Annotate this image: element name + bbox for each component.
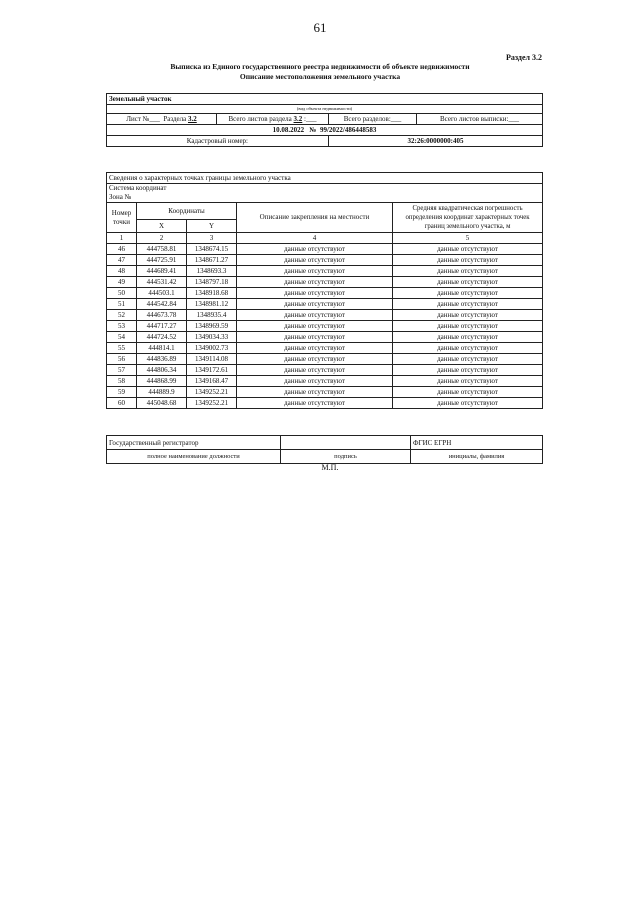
stamp-placeholder: М.П. [321, 463, 339, 472]
total-sheets-extract-label: Всего листов выписки: [440, 115, 509, 123]
coord-x-cell: 444689.41 [137, 266, 187, 277]
description-cell: данные отсутствуют [237, 277, 393, 288]
coord-x-cell: 444717.27 [137, 321, 187, 332]
coord-x-cell: 444724.52 [137, 332, 187, 343]
error-cell: данные отсутствуют [393, 387, 543, 398]
description-cell: данные отсутствуют [237, 398, 393, 409]
column-index-row [107, 233, 543, 244]
error-cell: данные отсутствуют [393, 244, 543, 255]
point-number-cell: 52 [107, 310, 137, 321]
point-number-cell: 59 [107, 387, 137, 398]
table-row [107, 255, 543, 266]
header-table [106, 93, 543, 147]
point-number-cell: 49 [107, 277, 137, 288]
coord-x-cell: 444542.84 [137, 299, 187, 310]
error-cell: данные отсутствуют [393, 343, 543, 354]
coord-y-cell: 1349252.21 [187, 398, 237, 409]
point-number-cell: 55 [107, 343, 137, 354]
col-index: 5 [393, 233, 543, 244]
point-number-cell: 60 [107, 398, 137, 409]
coord-y-cell: 1348671.27 [187, 255, 237, 266]
points-caption: Сведения о характерных точках границы земельного участка [107, 173, 543, 184]
coord-x-cell: 444889.9 [137, 387, 187, 398]
error-cell: данные отсутствуют [393, 398, 543, 409]
cadastral-number: 32:26:0000000:405 [329, 136, 543, 147]
error-cell: данные отсутствуют [393, 266, 543, 277]
total-sheets-section-value: 3.2 [293, 115, 303, 123]
page-number: 61 [313, 20, 327, 35]
point-number-cell: 46 [107, 244, 137, 255]
sheet-number-cell: Лист №___ Раздела 3.2 [107, 114, 217, 125]
table-row [107, 387, 543, 398]
description-cell: данные отсутствуют [237, 310, 393, 321]
description-cell: данные отсутствуют [237, 376, 393, 387]
table-row [107, 299, 543, 310]
cadastral-label: Кадастровый номер: [107, 136, 329, 147]
point-number-cell: 56 [107, 354, 137, 365]
initials-caption: инициалы, фамилия [411, 450, 543, 464]
coord-y-cell: 1348674.15 [187, 244, 237, 255]
section-of-value: 3.2 [188, 115, 197, 123]
coord-y-cell: 1349168.47 [187, 376, 237, 387]
table-row [107, 244, 543, 255]
description-cell: данные отсутствуют [237, 266, 393, 277]
description-cell: данные отсутствуют [237, 343, 393, 354]
error-cell: данные отсутствуют [393, 321, 543, 332]
date-number-row [107, 125, 543, 136]
description-cell: данные отсутствуют [237, 288, 393, 299]
col-description: Описание закрепления на местности [237, 203, 393, 233]
error-cell: данные отсутствуют [393, 277, 543, 288]
coord-y-cell: 1348797.18 [187, 277, 237, 288]
coord-y-cell: 1349114.08 [187, 354, 237, 365]
coord-x-cell: 444836.89 [137, 354, 187, 365]
object-type: Земельный участок [107, 94, 543, 105]
col-y: Y [187, 220, 237, 233]
coord-y-cell: 1348969.59 [187, 321, 237, 332]
coord-x-cell: 444814.1 [137, 343, 187, 354]
section-label: Раздел 3.2 [505, 53, 542, 62]
col-index: 2 [137, 233, 187, 244]
col-index: 4 [237, 233, 393, 244]
point-number-cell: 53 [107, 321, 137, 332]
point-number-cell: 48 [107, 266, 137, 277]
sheet-label: Лист № [126, 115, 150, 123]
table-row [107, 354, 543, 365]
error-cell: данные отсутствуют [393, 255, 543, 266]
error-cell: данные отсутствуют [393, 376, 543, 387]
description-cell: данные отсутствуют [237, 332, 393, 343]
number-sign: № [309, 126, 317, 134]
error-cell: данные отсутствуют [393, 288, 543, 299]
error-cell: данные отсутствуют [393, 299, 543, 310]
total-sheets-section-cell: Всего листов раздела 3.2 :___ [217, 114, 329, 125]
position-caption: полное наименование должности [107, 450, 281, 464]
boundary-points-table [106, 172, 543, 409]
signature-field [281, 436, 411, 450]
point-number-cell: 47 [107, 255, 137, 266]
coord-y-cell: 1348981.12 [187, 299, 237, 310]
col-x: X [137, 220, 187, 233]
col-error: Средняя квадратическая погрешность определения координат характерных точек границ земельного участка, м [393, 203, 543, 233]
table-row [107, 321, 543, 332]
table-row [107, 365, 543, 376]
description-cell: данные отсутствуют [237, 244, 393, 255]
coord-x-cell: 444503.1 [137, 288, 187, 299]
description-cell: данные отсутствуют [237, 387, 393, 398]
col-index: 1 [107, 233, 137, 244]
coord-x-cell: 445048.68 [137, 398, 187, 409]
registrar-position: Государственный регистратор [107, 436, 281, 450]
col-coordinates: Координаты [137, 203, 237, 220]
table-row [107, 398, 543, 409]
object-type-caption: (вид объекта недвижимости) [107, 105, 543, 114]
table-row [107, 332, 543, 343]
coord-x-cell: 444758.81 [137, 244, 187, 255]
coord-y-cell: 1348935.4 [187, 310, 237, 321]
registrar-org: ФГИС ЕГРН [411, 436, 543, 450]
point-number-cell: 51 [107, 299, 137, 310]
description-cell: данные отсутствуют [237, 365, 393, 376]
coord-y-cell: 1349002.73 [187, 343, 237, 354]
coord-y-cell: 1348693.3 [187, 266, 237, 277]
table-row [107, 310, 543, 321]
coord-y-cell: 1349172.61 [187, 365, 237, 376]
description-cell: данные отсутствуют [237, 354, 393, 365]
total-sections-label: Всего разделов: [343, 115, 391, 123]
signature-caption: подпись [281, 450, 411, 464]
error-cell: данные отсутствуют [393, 332, 543, 343]
coord-x-cell: 444725.91 [137, 255, 187, 266]
coord-y-cell: 1349034.33 [187, 332, 237, 343]
error-cell: данные отсутствуют [393, 354, 543, 365]
point-number-cell: 50 [107, 288, 137, 299]
extract-number: 99/2022/486448583 [319, 126, 377, 134]
description-cell: данные отсутствуют [237, 321, 393, 332]
point-number-cell: 58 [107, 376, 137, 387]
coord-x-cell: 444673.78 [137, 310, 187, 321]
total-sheets-extract-cell: Всего листов выписки:___ [417, 114, 543, 125]
coord-system-cell [107, 184, 543, 203]
error-cell: данные отсутствуют [393, 365, 543, 376]
total-sheets-section-label: Всего листов раздела [228, 115, 292, 123]
coord-y-cell: 1349252.21 [187, 387, 237, 398]
description-cell: данные отсутствуют [237, 299, 393, 310]
col-index: 3 [187, 233, 237, 244]
section-of-label: Раздела [163, 115, 187, 123]
table-row [107, 266, 543, 277]
table-row [107, 376, 543, 387]
document-subtitle: Описание местоположения земельного участка [239, 72, 401, 81]
total-sections-cell: Всего разделов:___ [329, 114, 417, 125]
document-title: Выписка из Единого государственного реестра недвижимости об объекте недвижимости [170, 62, 470, 71]
zone-label: Зона № [109, 193, 132, 201]
signature-table [106, 435, 543, 464]
point-number-cell: 54 [107, 332, 137, 343]
coord-y-cell: 1348918.68 [187, 288, 237, 299]
coord-x-cell: 444531.42 [137, 277, 187, 288]
extract-date: 10.08.2022 [272, 126, 305, 134]
table-row [107, 343, 543, 354]
table-row [107, 288, 543, 299]
table-row [107, 277, 543, 288]
coord-x-cell: 444868.99 [137, 376, 187, 387]
col-point-number: Номер точки [107, 203, 137, 233]
coord-system-label: Система координат [109, 184, 167, 192]
description-cell: данные отсутствуют [237, 255, 393, 266]
point-number-cell: 57 [107, 365, 137, 376]
coord-x-cell: 444806.34 [137, 365, 187, 376]
error-cell: данные отсутствуют [393, 310, 543, 321]
